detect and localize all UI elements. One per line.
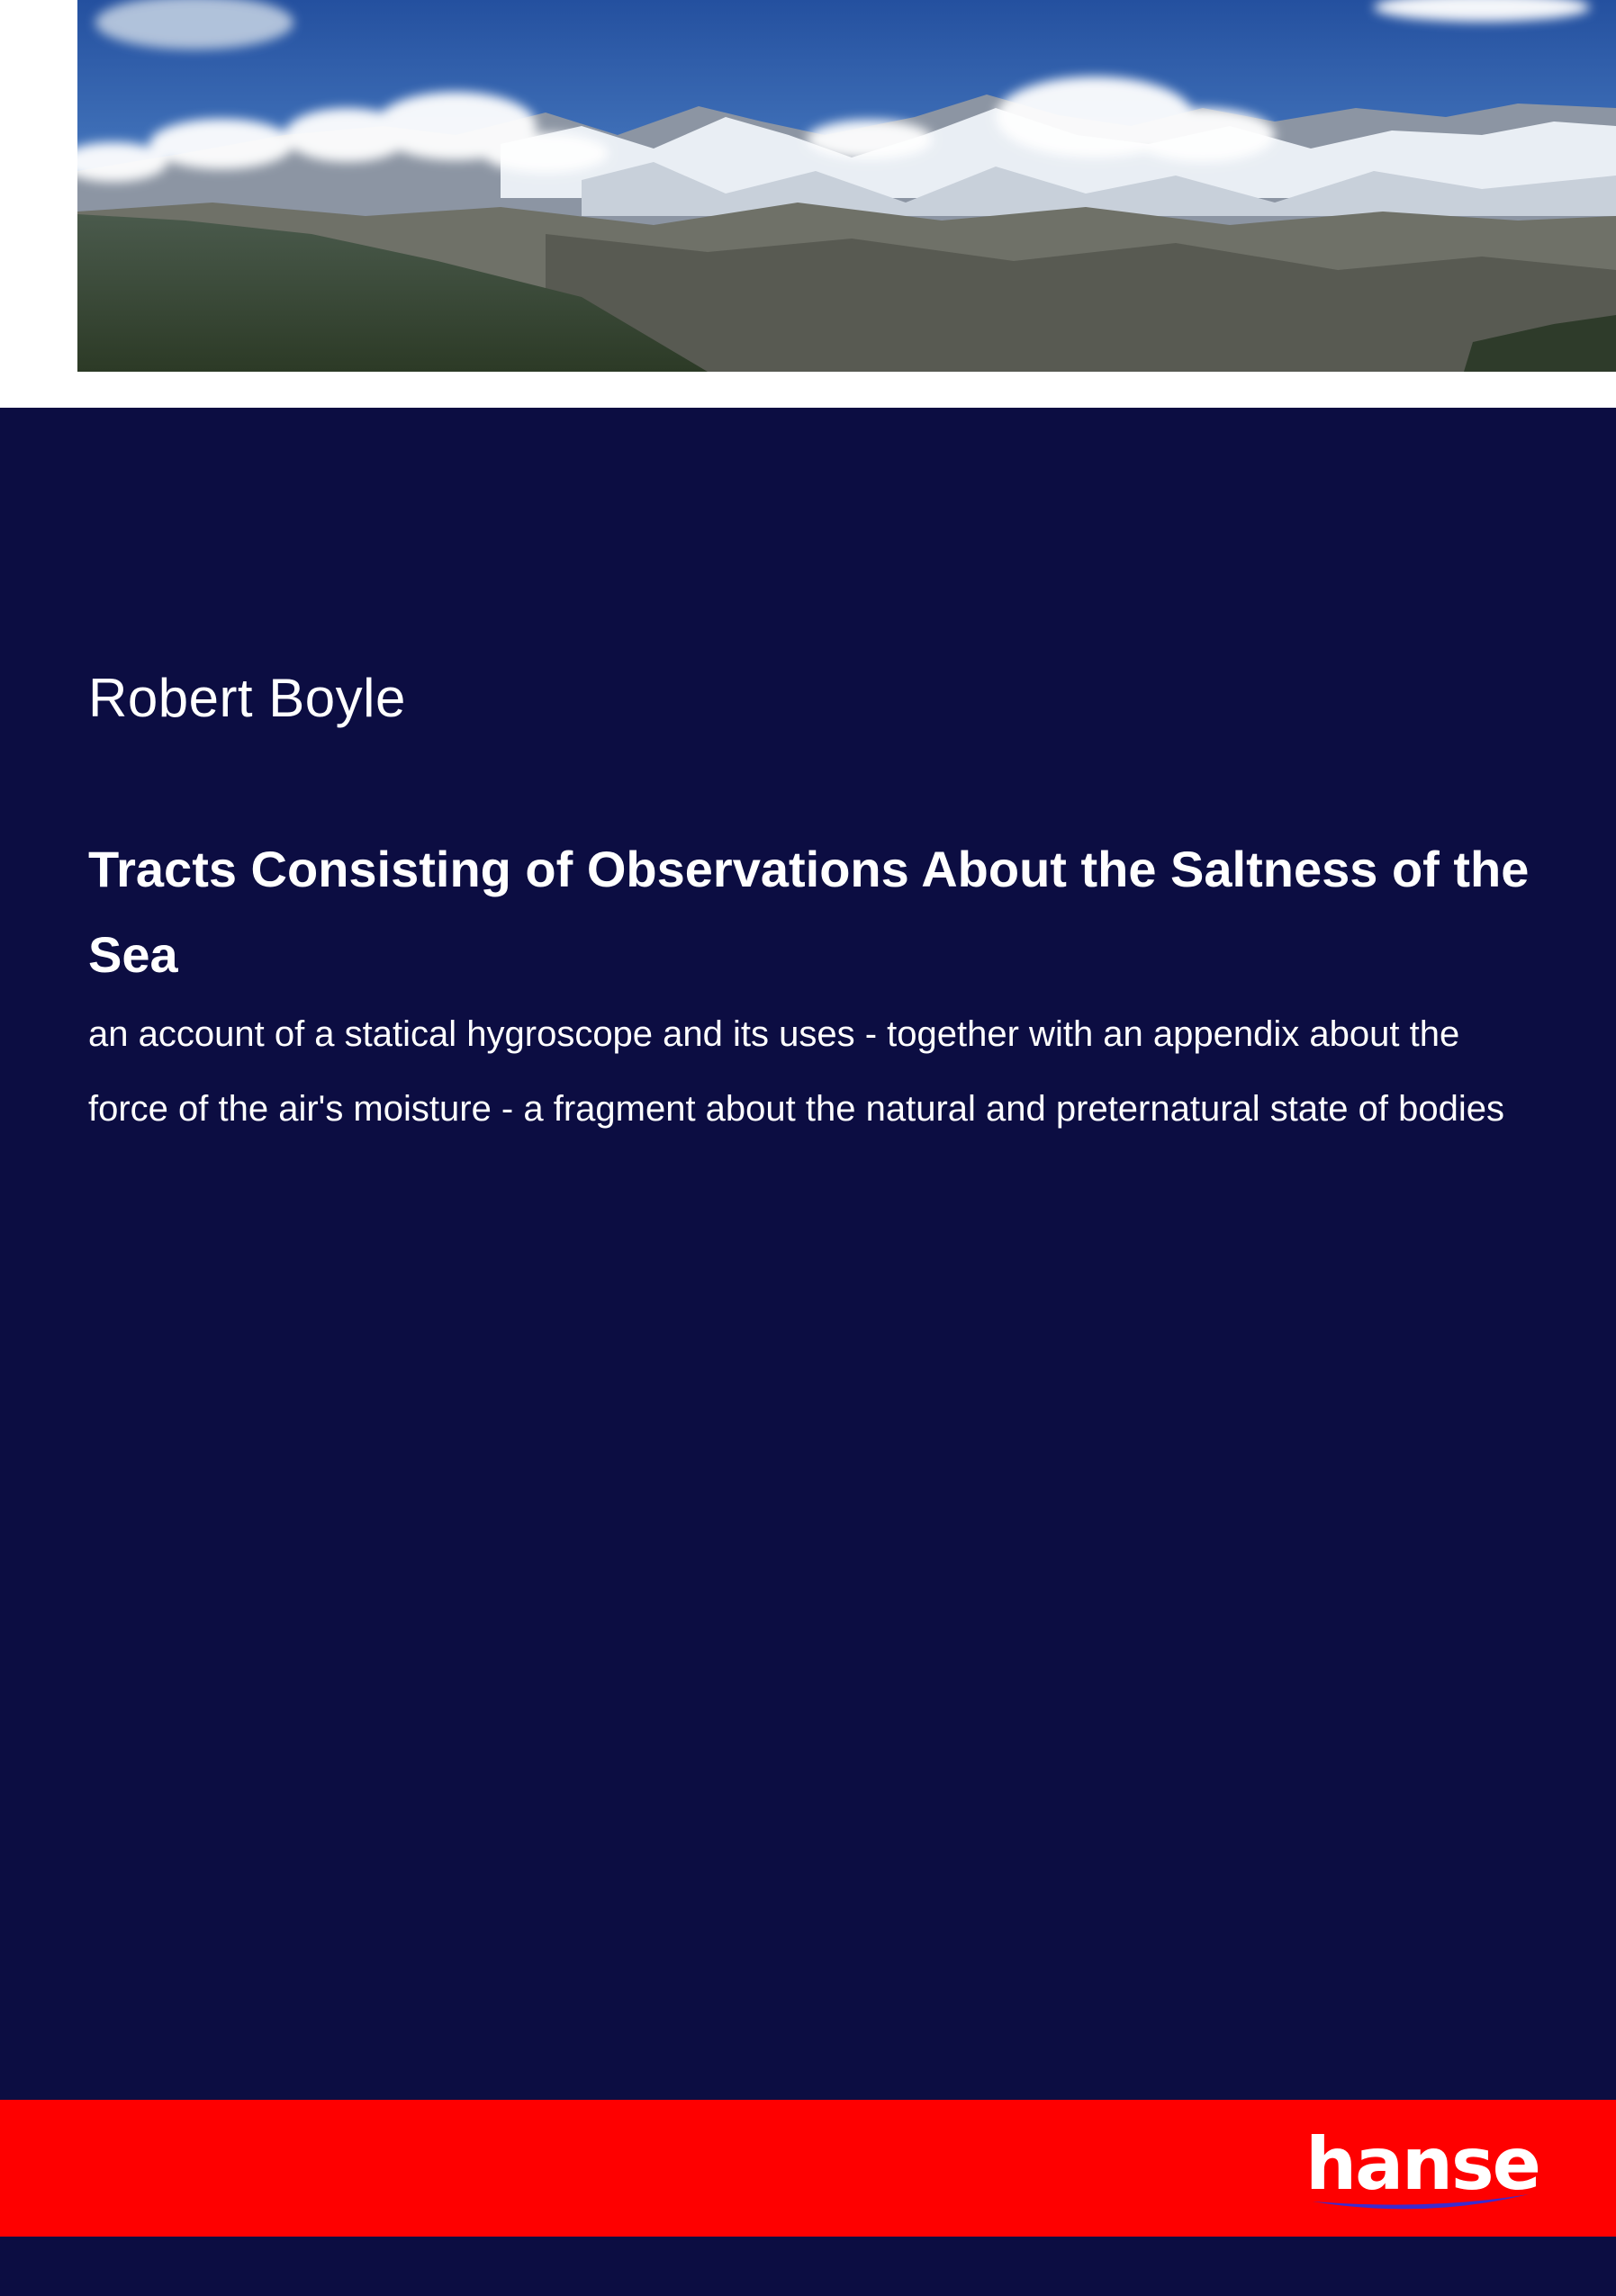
book-title: Tracts Consisting of Observations About the Saltness of the Sea <box>88 841 1530 983</box>
cover-text-block <box>88 666 1547 1147</box>
publisher-logo <box>1305 2124 1539 2223</box>
author-name: Robert Boyle <box>88 668 406 728</box>
book-subtitle: an account of a statical hygroscope and its uses - together with an appendix about the force of the air's moisture - a fragment about the natural and preternatural state of bodies <box>88 1014 1504 1129</box>
mountain-panorama-image <box>77 0 1616 372</box>
logo-wordmark: hanse <box>1305 2122 1539 2206</box>
